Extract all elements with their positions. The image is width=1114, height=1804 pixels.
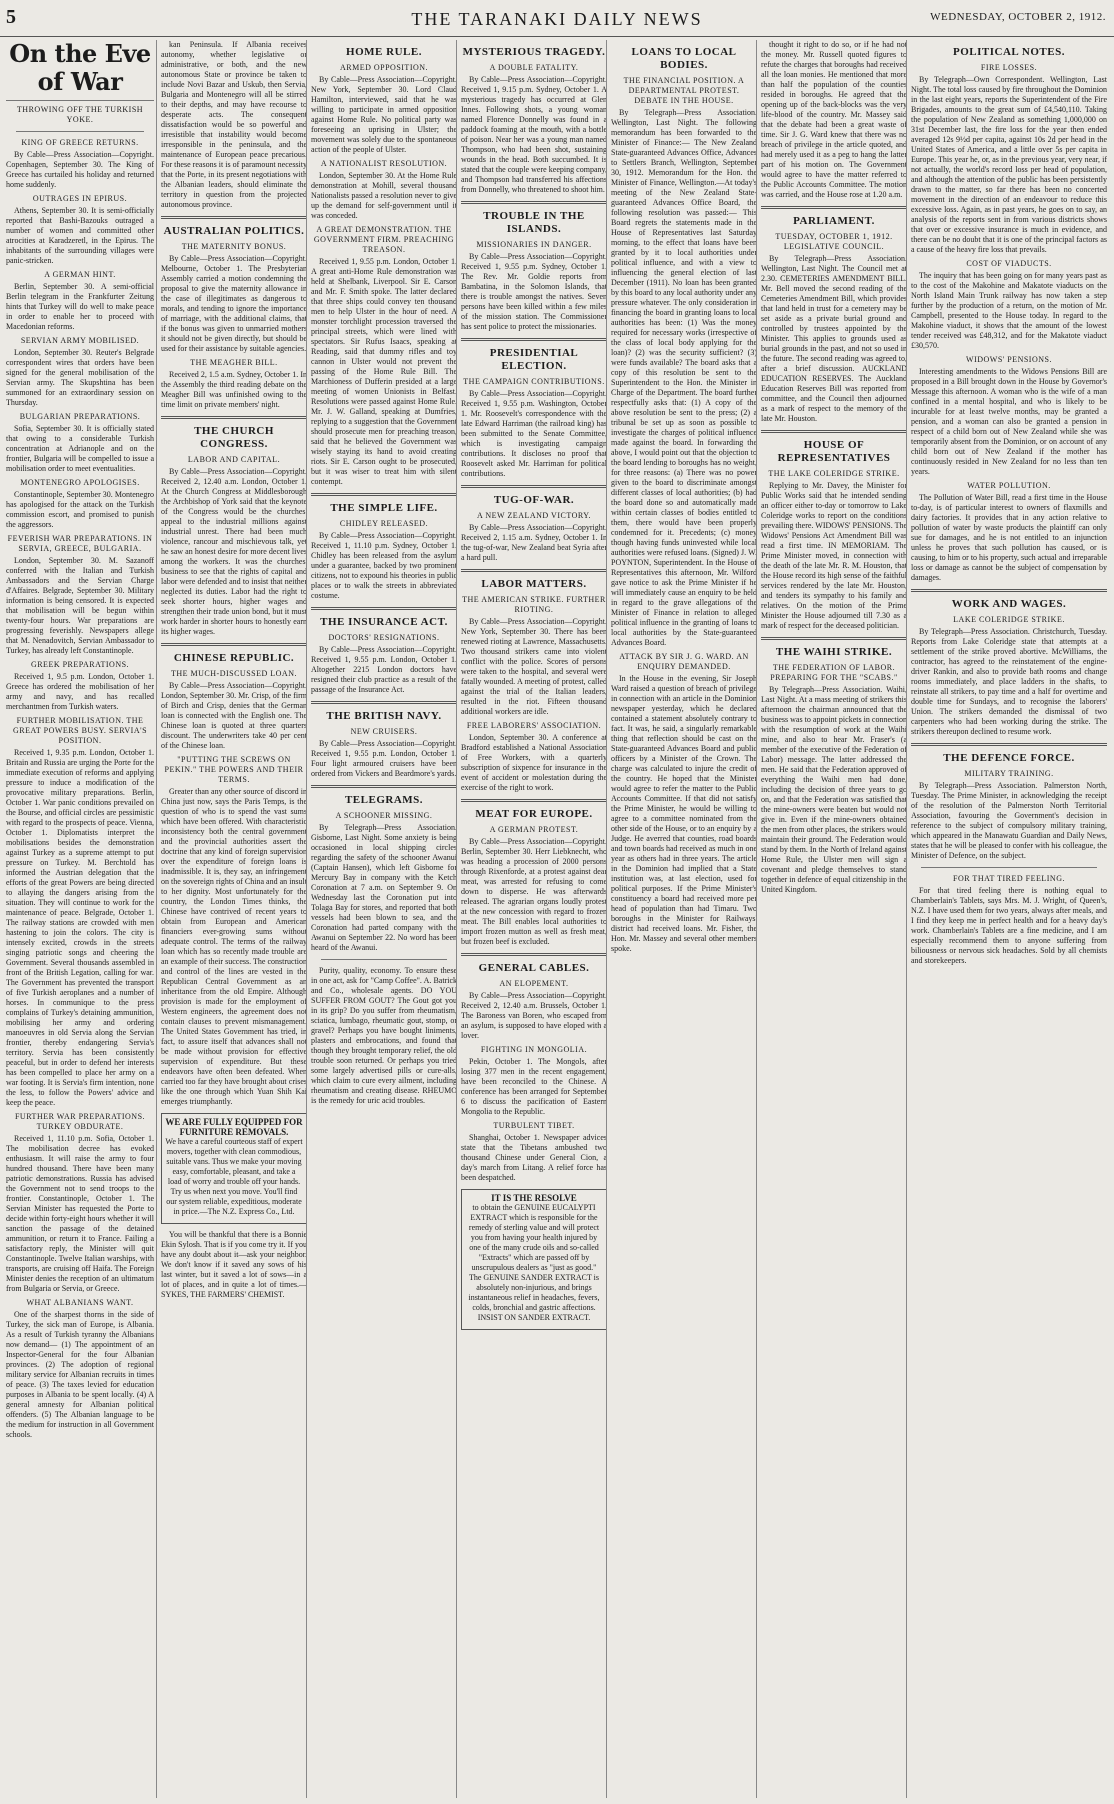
advertisement-text: Purity, quality, economy. To ensure these in one act, ask for "Camp Coffee". A. Batrick and Co., wholesale agents. DO YOU SUFFER FROM GOUT? The Gout got you in its grip? Do you suffer from rheumatism, sciatica, lumbago, rheumatic gout, stomp, or gravel? Perhaps you have bought liniments, plasters and embrocations, and found that though they brought temporary relief, the old trouble soon returned. Or perhaps you tried some largely advertised pills or cure-alls, which claim to cure every ailment, including rheumatism and creating disease. RHEUMO is the remedy for uric acid troubles. [311,966,457,1105]
article-body: London, September 30. A conference at Bradford established a National Association of Free Workers, with a quarterly subscription of sixpence for insurance in the event of accident or molestation during the exercise of the right to work. [461,733,607,792]
article-heading: MYSTERIOUS TRAGEDY. [462,46,606,58]
article-subheading: A SCHOONER MISSING. [335,811,433,820]
article-body: Replying to Mr. Davey, the Minister for Public Works said that he intended sending an officer either to-day or tomorrow to Lake Coleridge works to report on the conditions prevailing there. WIDOWS' PENSIONS. The Widows' Pensions Act Amendment Bill was read a first time. IN MEMORIAM. The Prime Minister moved, in connection with the death of the late Mr. R. M. Houston, that the House record its high sense of the faithful services rendered by the late Mr. Houston, and tenders its sympathy to his family and relatives. On the motion of the Prime Minister the House adjourned till 7.30 as a mark of respect for the deceased politician. [761,481,907,630]
article-heading: THE DEFENCE FORCE. [943,752,1075,764]
page-number: 5 [6,6,16,28]
article-body: By Cable—Press Association—Copyright. Received 1, 9.55 p.m. Washington, October 1. Mr. Roosevelt's correspondence with the late Edward Harriman (the railroad king) has been submitted to the Senate Committee, which is investigating campaign contributions. It discloses no proof that Roosevelt asked Mr. Harriman for political contributions. [461,389,607,478]
article-subheading: COST OF VIADUCTS. [966,259,1052,268]
article-heading: THE INSURANCE ACT. [320,616,448,628]
article-subheading: FOR THAT TIRED FEELING. [953,874,1065,883]
article-heading: THE WAIHI STRIKE. [775,646,893,658]
article-subheading: LABOR AND CAPITAL. [187,455,281,464]
article-subheading: "PUTTING THE SCREWS ON PEKIN." THE POWERS AND THEIR TERMS. [164,755,304,784]
article-subheading: THE MATERNITY BONUS. [181,242,287,251]
article-subheading: THE MUCH-DISCUSSED LOAN. [170,669,297,678]
article-body: By Cable—Press Association—Copyright. Received 2, 12.40 a.m. Brussels, October 1. The Baroness van Boren, who escaped from an asylum, is supposed to have eloped with a lover. [461,991,607,1040]
article-body: By Cable—Press Association—Copyright. Received 1, 9.55 p.m. London, October 1. Altogether 2215 London doctors have resigned their club practice as a result of the passage of the Insurance Act. [311,645,457,694]
article-body: By Cable—Press Association—Copyright. Copenhagen, September 30. The King of Greece has curtailed his holiday and returned home suddenly. [6,150,154,189]
article-heading: LOANS TO LOCAL BODIES. [631,46,737,71]
article-body: kan Peninsula. If Albania receives autonomy, whether legislative or administrative, or both, and the new autonomous State or province be taken to include Novi Bazar and Uskub, then Servia, Bulgaria and Montenegro will all be stirred to their depths, and may have recourse to desperate acts. The consequent dissatisfaction would be so powerful and irresistible that instability would become irresponsible in the peninsula, and the maintenance of European peace precarious. For these reasons it is of paramount necessity that the Porte, in its present negotiations with the Albanian leaders, should eliminate the territory in question from the projected autonomous province. [161,40,307,209]
article-body: By Cable—Press Association—Copyright. New York, September 30. Lord Claud Hamilton, interviewed, said that he was willing to participate in armed opposition against Home Rule. No political party was foreseeing an uprising in Ulster; the movement was solely due to the spontaneous action of the people of Ulster. [311,75,457,154]
article-body: By Cable—Press Association—Copyright. Received 1, 11.10 p.m. Sydney, October 1. Chidley has been released from the asylum under a guarantee, backed by two prominent citizens, not to expound his theories in public places or to walk the streets in abbreviated costume. [311,531,457,600]
column-1 [6,40,154,1798]
article-body: By Cable—Press Association—Copyright. Berlin, September 30. Herr Liebknecht, who was heading a procession of 2000 persons through Rixenforde, at a protest against dear meat, was arrested for refusing to come down to disperse. He was afterwards released. The agrarian organs loudly protest at the new concession with regard to frozen meat. The Bill enables local authorities to import frozen mutton as well as fresh meat, but frozen beef is excluded. [461,837,607,946]
article-body: Sofia, September 30. It is officially stated that owing to a considerable Turkish concentration at Adrianople and on the frontier, Bulgaria will be compelled to issue a mobilisation order to meet eventualities. [6,424,154,473]
article-heading: GENERAL CABLES. [478,962,590,974]
article-body: By Telegraph—Own Correspondent. Wellington, Last Night. The total loss caused by fire throughout the Dominion in the last eight years, reports the Superintendent of the Fire Brigades, amounts to the great sum of £4,540,110. Taking the population of New Zealand as something 1,000,000 on 31st December last, the fire loss for the year then ended averaged 12s 9½d per capita, against 10s 2d per head in the United States of America, and a little over 5s per capita in Europe. This year he, or, as in the previous year, very near, if not actually, the world's record loss per head of population, and although the attention of the public has been persistently drawn to the matter, so far there has been no concerted movement in the direction of an endeavour to reduce this excessive loss. Again, as in past years, he goes on to say, an analysis of the reports sent in from various districts shows that over or excessive insurance is much in evidence, and there can be no doubt that it is one of the principal factors as a cause of the heavy fire loss that prevails. [911,75,1107,254]
article-subheading: LAKE COLERIDGE STRIKE. [953,615,1065,624]
main-banner-headline: On the Eve of War [6,40,154,101]
issue-date: WEDNESDAY, OCTOBER 2, 1912. [930,11,1106,23]
article-heading: A GERMAN HINT. [44,270,116,279]
article-body: Received 1, 11.10 p.m. Sofia, October 1. The mobilisation decree has evoked enthusiasm. It will raise the army to four hundred thousand. There have been many patriotic demonstrations. Russia has advised the Government not to send troops to the frontier. Constantinople, October 1. The Servian Minister has requested the Porte to decide within forty-eight hours whether it will sanction the passage of the detained ammunition, or return it to France. Failing a satisfactory reply, the Minister will quit Constantinople. Twelve Italian warships, with transports, are cruising off Haifa. The Foreign Minister denies the reception of an ultimatum from Bulgaria or Servia, or Greece. [6,1134,154,1293]
article-subheading: WATER POLLUTION. [967,481,1051,490]
article-subheading: A DOUBLE FATALITY. [489,63,579,72]
ad-body: to obtain the GENUINE EUCALYPTI EXTRACT which is responsible for the remedy of sterling value and will protect you from having your health injured by one of the many crude oils and so-called "Extracts" which are passed off by unscrupulous dealers as "just as good." The GENUINE SANDER EXTRACT is absolutely non-injurious, and brings instantaneous relief in headaches, fevers, colds, bronchial and gastric affections. INSIST ON SANDER EXTRACT. [468,1203,600,1322]
column-6 [756,40,907,1798]
article-heading: HOUSE OF REPRESENTATIVES [777,439,891,464]
article-heading: PRESIDENTIAL ELECTION. [489,347,579,372]
article-body: You will be thankful that there is a Bonnie Ekin Sylosh. That is if you come try it. If you have any doubt about it—ask your neighbor. We don't know if it saved any sows of his last winter, but it saved a lot of sows—in a lot of places, and in quite a lot of times.—SYKES, THE FARMERS' CHEMIST. [161,1230,307,1299]
article-subheading: THE FEDERATION OF LABOR. PREPARING FOR THE "SCABS." [770,663,898,682]
article-body: By Cable—Press Association—Copyright. Received 1, 9.15 p.m. Sydney, October 1. A mysterious tragedy has occurred at Glen Innes. Following shots, a young woman named Florence Donnelly was found in a paddock foaming at the mouth, with a bottle of poison. Near her was a young man named Thompson, who had been shot, sustaining wounds in the head. Both succumbed. It is stated that the couple were keeping company, and Thompson had transferred his affections from Donnelly, who threatened to shoot him. [461,75,607,194]
article-body: By Telegraph—Press Association. Palmerston North, Tuesday. The Prime Minister, in acknowledging the receipt of the resolution of the Palmerston North Territorial Association, favouring the Government's decision in reference to the subject of compulsory military training, which appeared in the Manawatu Guardian and Daily News, states that he will be pleased to confer with his colleague, the Minister of Defence, on the subject. [911,781,1107,860]
article-subheading: ARMED OPPOSITION. [339,63,429,72]
article-body: Athens, September 30. It is semi-officially reported that Bashi-Bazouks outraged a number of women and committed other atrocities at Karadzeretl, in the Epirus. The inhabitants of the surrounding villages were panic-stricken. [6,206,154,265]
ad-body: We have a careful courteous staff of expert movers, together with clean commodious, suitable vans. Thus we make your moving easy, comfortable, pleasant, and take a load of worry and trouble off your hands. Try us when next you move. You'll find our system reliable, expeditious, moderate in price.—The N.Z. Express Co., Ltd. [165,1137,303,1216]
article-heading: OUTRAGES IN EPIRUS. [32,194,128,203]
article-subheading: FIGHTING IN MONGOLIA. [480,1045,588,1054]
article-body: By Cable—Press Association—Copyright. Received 2, 12.40 a.m. London, October 1. At the Church Congress at Middlesborough the Archbishop of York said that the keynote of the Congress would be the churches' appeal to the industrial millions against industrial unrest. There had been much violence, rancour and mischievous talk, yet he saw an honest desire for more decent lives among the workers. It was the churches' business to see that the rights of capital and labor were defended and to insist that neither neglected its duties. Labor had the right to seek shorter hours, higher wages and strengthen their trade union bond, but it must work harder in shorter hours to honestly earn its higher wages. [161,467,307,636]
article-subheading: THE AMERICAN STRIKE. FURTHER RIOTING. [462,595,606,614]
article-heading: TROUBLE IN THE ISLANDS. [483,210,585,235]
article-subheading: THE MEAGHER BILL. [190,358,278,367]
article-body: By Cable—Press Association—Copyright. Received 1, 9.55 p.m. London, October 1. Four light armoured cruisers have been ordered from Vickers and Beardmore's yards. [311,739,457,778]
column-3 [306,40,457,1798]
article-heading: MONTENEGRO APOLOGISES. [20,478,140,487]
article-body: In the House in the evening, Sir Joseph Ward raised a question of breach of privilege in connection with an article in the Dominion newspaper yesterday, which he declared contained a statement absolutely contrary to fact. It was, he said, a singularly remarkable thing that reflection should be cast on the State-guaranteed Advances Board and public officers by a Minister of the Crown. The charge was calculated to injure the credit of the country. He hoped that the Minister would agree to refer the matter to the Public Accounts Committee. If that did not satisfy the Prime Minister, he would be willing to agree to a committee nominated from the other side of the House, or to an enquiry by a Judge. He averred that counties, road boards and town boards had received as much in one year as others had in three years. The article in the Dominion had implied that a State institution was, at last election, used for political purposes. If the Prime Minister's constituency a board had received more per head of population than had Timaru. Two boroughs in the Minister for Railways' district had received loans. Mr. Fisher, the Hon. Mr. Massey and several other members spoke. [611,674,757,953]
article-body: By Cable—Press Association—Copyright. Melbourne, October 1. The Presbyterian Assembly carried a motion condemning the proposal to give the maternity allowance in the case of illegitimates as dangerous to morals, and tending to ignore the importance of marriage, with the additional claims, that if the bonus was given to unmarried mothers it should not be given directly, but should be used for their assistance by suitable agencies. [161,254,307,353]
column-7 [906,40,1107,1798]
article-heading: POLITICAL NOTES. [953,46,1065,58]
article-body: Received 1, 9.35 p.m. London, October 1. Britain and Russia are urging the Porte for the immediate execution of reforms and applying pressure to induce a modification of the provocative military preparations. Berlin, October 1. War panic conditions prevailed on the Bourse, and official circles are pessimistic with regard to the prospects of peace. Vienna, October 1. Diplomatists interpret the mobilisations besides the demonstration against Turkey as a supreme attempt to put pressure on Turkey. M. Berchtold has informed the Austrian delegation that the efforts of the great Powers are being directed to allaying the dangers arising from the situation. They will continue to work for the maintenance of peace. Belgrade, October 1. The railway stations are crowded with men hastening to join the colors. The city is intensely excited, crowds in the streets singing patriotic songs and cheering the Government. Several thousands assembled in front of the British Legation, calling for war. The Government has prevented the transport of five Turkish aeroplanes and a number of horses. In communique to the press complains of Turkey's detaining ammunition, mobilising her army and ordering manoeuvres in old Servia along the Servian frontier, thereby endangering Servia's territory. Servia has been consistently peaceful, but in order to defend her interests has been compelled to place her army on a war footing. It is Servia's firm intention, none the less, to follow the Powers' advice and keep the peace. [6,748,154,1107]
article-subheading: A NATIONALIST RESOLUTION. [320,159,448,168]
article-body: By Cable—Press Association—Copyright. Received 2, 1.15 a.m. Sydney, October 1. In the tug-of-war, New Zealand beat Syria after a hard pull. [461,523,607,562]
article-body: By Telegraph—Press Association. Gisborne, Last Night. Some anxiety is being occasioned in local shipping circles regarding the safety of the schooner Awanui (Captain Hansen), which left Gisborne for Mercury Bay in company with the Ketch Coronation at 7 a.m. on September 9. On Wednesday last the Coronation put into Tolaga Bay for stores, and reported that both vessels had been blown to sea, and the Coronation had parted company with the Awanui on September 22. No word has been heard of the Awanui. [311,823,457,952]
page-columns [6,40,1108,1800]
article-subheading: WIDOWS' PENSIONS. [966,355,1052,364]
article-subheading: AN ELOPEMENT. [499,979,569,988]
article-subheading: THE LAKE COLERIDGE STRIKE. [768,469,900,478]
article-subheading: TURBULENT TIBET. [493,1121,575,1130]
article-body: Constantinople, September 30. Montenegro has apologised for the attack on the Turkish commission escort, and promised to punish the aggressors. [6,490,154,529]
ad-heading: IT IS THE RESOLVE [491,1193,577,1203]
article-body: London, September 30. At the Home Rule demonstration at Mohill, several thousand Nationalists passed a resolution never to give up the demand for self-government until it was conceded. [311,171,457,220]
article-heading: HOME RULE. [346,46,422,58]
advertisement [161,1113,307,1224]
article-heading: KING OF GREECE RETURNS. [21,138,139,147]
article-body: Received 2, 1.5 a.m. Sydney, October 1. In the Assembly the third reading debate on the Meagher Bill was unfinished owing to the time limit on private members' night. [161,370,307,409]
article-heading: THE SIMPLE LIFE. [330,502,438,514]
article-body: By Telegraph—Press Association. Wellington, Last Night. The following memorandum has been forwarded to the Minister of Finance:— The New Zealand State-guaranteed Advances Office, Advances to Settlers Branch, Wellington, September 30, 1912. Memorandum for the Hon. the Minister of Finance, Wellington.—At today's meeting of the New Zealand State-guaranteed Advances Office Board, the following resolution was passed:— This Board regrets the statements made in the House of Representatives last Saturday morning, to the effect that loans have been granted by it to local authorities under political influence, and with a view to influencing the general election of last December (1911). No loan has been granted by this board to any local authority under any pressure whatever. The only consideration in financing the board in granting loans to local authorities has been: (1) Was the money required for necessary works (irrespective of the class of local body applying for the loan)? (2) was the security sufficient? (3) were funds available? The board asks that a copy of this resolution be sent to the Superintendent to the Hon. the Minister in Charge of the Department. The board further respectfully asks that: (1) A copy of the above resolution be sent to the press; (2) a tribunal be set up as soon as possible to investigate the charges of political influence made against the board. In forwarding the above, I would point out that the objection to the board lending to boroughs has no weight, for three reasons: (a) There was no power given to the board to discriminate amongst different classes of local authorities; (b) had the board done so and automatically made within certain classes of bodies entitled to them, there would have been properly condemned for it. Precedents; (c) money though having funds uninvested while local authorities were refused loans. (Signed) J. W. POYNTON, Superintendent. In the House of Representatives this afternoon, Mr. Wilford gave notice to ask the Prime Minister if he will immediately cause an enquiry to be held in regard to the grave allegations of the Minister of Finance in relation to alleged political influence in the granting of loans to local authorities by the State-guaranteed Advances Board. [611,108,757,647]
article-subheading: CHIDLEY RELEASED. [339,519,429,528]
article-subheading: THE FINANCIAL POSITION. A DEPARTMENTAL PROTEST. DEBATE IN THE HOUSE. [623,76,745,105]
column-2 [156,40,307,1798]
article-body: One of the sharpest thorns in the side of Turkey, the sick man of Europe, is Albania. As a result of Turkish tyranny the Albanians now demand— (1) The appointment of an Inspector-General for the four Albanian provinces. (2) The adoption of regional military service for Albanian recruits in times of peace. (3) The taxes levied for education purposes in Albania to be spent locally. (4) A general amnesty for Albanian political offenders. (5) The Albanian language to be the medium for instruction in all Government schools. [6,1310,154,1439]
article-body: Received 1, 9.5 p.m. London, October 1. Greece has ordered the mobilisation of her army and navy, and has recalled merchantmen from Turkish waters. [6,672,154,711]
article-body: London, September 30. Reuter's Belgrade correspondent wires that orders have been signed for the general mobilisation of the Servian army. The Skupshtina has been summoned for an extraordinary session on Thursday. [6,348,154,407]
article-body: Greater than any other source of discord in China just now, says the Paris Temps, is the question of who is to spend the vast sums which have been offered. With characteristic inconsistency both the central government and the provincial authorities assert the doctrine that any kind of foreign supervision over the expenditure of foreign loans is inadmissible. It is, they say, an infringement on the sovereign rights of China and an insult to her dignity. Most unfortunately for the country, the London Times thinks, the Chinese have contrived of recent years to obtain from European and American financiers ever-growing sums without adequate control. The terms of the railway loan which has so recently made trouble are an example of their success. The construction and control of the lines are vested in the Republican Central Government as an inheritance from the old Empire. Although provision is made for the employment of Western engineers, the agreement does not contain clauses to prevent mismanagement. The United States Government has tried, in fact, to assure itself that advances shall not be made without provision for effective supervision of expenditure. But these endeavors have often been defeated. When carried too far they have brought about crises like the one through which Yuan Shih Kai emerges triumphantly. [161,787,307,1106]
article-subheading: TUESDAY, OCTOBER 1, 1912. LEGISLATIVE COUNCIL. [775,232,893,251]
article-subheading: FREE LABORERS' ASSOCIATION. [466,721,602,730]
article-subheading: NEW CRUISERS. [350,727,418,736]
article-body: thought it right to do so, or if he had not the money. Mr. Russell quoted figures to refute the charges that boroughs had received all the loan monies. He mentioned that more than half the population of the counties resided in boroughs. He agreed that the opening up of the back-blocks was the very life-blood of the country. Mr. Massey said that the debate had been a great waste of time. Sir J. G. Ward knew that there was no breach of privilege in the article quoted, and had merely used it as a peg to hang the latter part of his motion on. The Government would agree to have the matter referred to the Public Accounts Committee. The motion was carried, and the House rose at 1.20 a.m. [761,40,907,199]
article-subheading: MISSIONARIES IN DANGER. [476,240,592,249]
article-heading: TELEGRAMS. [344,794,424,806]
article-heading: GREEK PREPARATIONS. [30,660,130,669]
article-subheading: A NEW ZEALAND VICTORY. [477,511,591,520]
article-heading: THE BRITISH NAVY. [326,710,442,722]
article-body: For that tired feeling there is nothing equal to Chamberlain's Tablets, says Mrs. M. J. Wright, of Queen's, N.Z. I have used them for two years, always after meals, and I find they keep me in perfect health and for a heavy day's work. Chamberlain's Tablets are a fine medicine, and I am especially recommend them to anyone suffering from biliousness or nervous sick headaches. Sold by all chemists and storekeepers. [911,886,1107,965]
article-heading: WORK AND WAGES. [951,598,1067,610]
article-heading: LABOR MATTERS. [481,578,587,590]
article-body: Shanghai, October 1. Newspaper advices state that the Tibetans ambushed two thousand Chinese under General Cion, a day's march from Litang. A relief force has been despatched. [461,1133,607,1182]
article-body: The Pollution of Water Bill, read a first time in the House to-day, is of particular interest to owners of flaxmills and dairy factories. It provides that in any action relative to pollution of water by waste products the plaintiff can only sue for damages, and he is not entitled to an injunction unless he proves that such pollution has caused, or is causing, to him or to his property, such actual and irreparable loss or damage as cannot be the subject of compensation by damages. [911,493,1107,582]
article-body: Interesting amendments to the Widows Pensions Bill are proposed in a Bill brought down in the House by Governor's Message this afternoon. A woman who is the wife of a man confined in a mental hospital, and who is likely to be incurable for at least twelve months, may be granted a pension, and a woman can also be granted a pension in respect of a child born out of New Zealand while she was temporarily absent from the Dominion, or on account of any child born out of New Zealand if the mother has continuously resided in New Zealand for no less than ten years. [911,367,1107,476]
article-subheading: MILITARY TRAINING. [964,769,1054,778]
article-heading: FURTHER WAR PREPARATIONS. TURKEY OBDURATE. [14,1112,146,1131]
article-body: Pekin, October 1. The Mongols, after losing 377 men in the recent engagement, have been reconciled to the Chinese. A conference has been arranged for September 6 to discuss the pacification of Eastern Mongolia to the Republic. [461,1057,607,1116]
article-heading: FEVERISH WAR PREPARATIONS. IN SERVIA, GREECE, BULGARIA. [7,534,153,553]
article-subheading: FIRE LOSSES. [980,63,1038,72]
newspaper-title: THE TARANAKI DAILY NEWS [411,9,703,29]
column-5 [606,40,757,1798]
article-body: By Telegraph—Press Association. Waihi, Last Night. At a mass meeting of strikers this afternoon the chairman announced that the business was to appoint pickets in connection with the resumption of work at the Waihi mine, and also to hear Mr. Fraser's (a member of the executive of the Federation of Labor) message. The latter addressed the men. He said that the Federation approved of everything the Waihi men had done, including the decision of three years to go on, and that the Federation was satisfied that the mine-owners were beaten but would not give in. Even if the mine-owners obtained the men from other places, the strikers would maintain their ground. The Federation would stand by them. In the North of Ireland against Home Rule, the Ulster men will sign a covenant and pledge themselves to stand together in defence of equal citizenship in the United Kingdom. [761,685,907,894]
article-body: By Telegraph—Press Association. Christchurch, Tuesday. Reports from Lake Coleridge state that attempts at a settlement of the strike proved abortive. McWilliams, the contractor, has agreed to the reinstatement of the engine-driver Rankin, and also to provide bath rooms and change rooms immediately, and place ladders in the shafts, to reinstate all strikers, to pay time and a half for overtime and double time for Sundays, and to recognise the laborers' Union. The strikers demanded the dismissal of two carpenters who had been working during the strike. The strikers thereupon declined to resume work. [911,627,1107,736]
article-subheading: A GREAT DEMONSTRATION. THE GOVERNMENT FIRM. PREACHING TREASON. [313,225,455,254]
article-subheading: ATTACK BY SIR J. G. WARD. AN ENQUIRY DEMANDED. [619,652,749,671]
article-body: The inquiry that has been going on for many years past as to the cost of the Makohine and Makatote viaducts on the North Island Main Trunk railway has now taken a step further by the production of a return, on the motion of Mr. Campbell, presented to the House today. In regard to the Makohine viaduct, it shows that the amount of the lowest tender received was £48,312, and for the Makatote viaduct £30,570. [911,271,1107,350]
article-subheading: A GERMAN PROTEST. [489,825,579,834]
column-4 [456,40,607,1798]
article-body: By Cable—Press Association—Copyright. New York, September 30. There has been renewed rioting at Lawrence, Massachusetts. Two thousand strikers came into violent conflict with the police. Scores of persons were taken to the hospital, and several were fatally wounded. A meeting of protest, called against the trial of the Italian leaders, resulted in the riot. Fifteen thousand additional workers are idle. [461,617,607,716]
article-body: London, September 30. M. Sazanoff conferred with the Italian and Turkish Ambassadors and the Servian Charge d'Affaires. Belgrade, September 30. Military information is being censored. It is expected that mobilisation will be begun within twenty-four hours. War preparations are progressing feverishly. Newspapers allege that M. Nenadovitch, Servian Ambassador to Turkey, has already left Constantinople. [6,556,154,655]
article-heading: PARLIAMENT. [793,215,875,227]
article-body: By Telegraph—Press Association. Wellington, Last Night. The Council met at 2.30. CEMETERIES AMENDMENT BILL. Mr. Bell moved the second reading of the Cemeteries Amendment Bill, which provides that land held in trust for a cemetery may be set aside as a private burial ground and controlled by trustees appointed by the Minister. This applies to grounds used as burial grounds in the past, and not so used in the future. The second reading was agreed to, after a brief discussion. AUCKLAND EDUCATION RESERVES. The Auckland Education Reserves Bill was reported from committee, and the Council then adjourned as a mark of respect to the memory of the late Mr. Houston. [761,254,907,423]
article-body: By Cable—Press Association—Copyright. London, September 30. Mr. Crisp, of the firm of Birch and Crisp, denies that the German loan is connected with the English one. The Chinese loan is quoted at three quarters discount. The underwriters take 40 per cent of the Chinese loan. [161,681,307,750]
masthead [0,0,1114,37]
article-heading: BULGARIAN PREPARATIONS. [19,412,141,421]
article-body: Berlin, September 30. A semi-official Berlin telegram in the Frankfurter Zeitung hints that Turkey will do well to make peace in order to enable her to proceed with Macedonian reforms. [6,282,154,331]
article-heading: FURTHER MOBILISATION. THE GREAT POWERS BUSY. SERVIA'S POSITION. [12,716,148,745]
advertisement [461,1189,607,1330]
article-heading: THE CHURCH CONGRESS. [194,425,274,450]
article-body: Received 1, 9.55 p.m. London, October 1. A great anti-Home Rule demonstration was held at Shelbank, Liverpool. Sir E. Carson and Mr. F. Smith spoke. The latter declared that three ships could convey ten thousand men to help Ulster in the hour of need. A monster torchlight procession traversed the principal streets, which were lined with spectators. Sir Rufus Isaacs, speaking at Reading, said that dummy rifles and toy cannon in Ulster would not prevent the passing of the Home Rule Bill. The Marchioness of Dufferin presided at a large meeting of women Unionists in Belfast. Resolutions were passed against Home Rule. Mr. J. W. Galland, speaking at Dumfries, replying to a suggestion that the Government should prosecute men for preaching treason, said that he believed the Government was wisely staying its hand to avoid creating riots. Sir E. Carson ought to be prosecuted, but it was wiser to treat him with silent contempt. [311,257,457,486]
article-heading: MEAT FOR EUROPE. [475,808,593,820]
article-subheading: THE CAMPAIGN CONTRIBUTIONS. [463,377,605,386]
article-heading: WHAT ALBANIANS WANT. [26,1298,134,1307]
article-body: By Cable—Press Association—Copyright. Received 1, 9.55 p.m. Sydney, October 1. The Rev. Mr. Goldie reports from Bambatina, in the Solomon Islands, that there is trouble amongst the natives. Seven persons have been killed within a few miles of the mission station. The Commissioner has sent police to protect the missionaries. [461,252,607,331]
article-heading: AUSTRALIAN POLITICS. [163,225,305,237]
article-subheading: DOCTORS' RESIGNATIONS. [328,633,440,642]
kicker: THROWING OFF THE TURKISH YOKE. [16,105,144,124]
article-heading: CHINESE REPUBLIC. [173,652,295,664]
article-heading: TUG-OF-WAR. [493,494,575,506]
ad-heading: WE ARE FULLY EQUIPPED FOR FURNITURE REMOVALS. [165,1117,303,1137]
article-heading: SERVIAN ARMY MOBILISED. [20,336,140,345]
